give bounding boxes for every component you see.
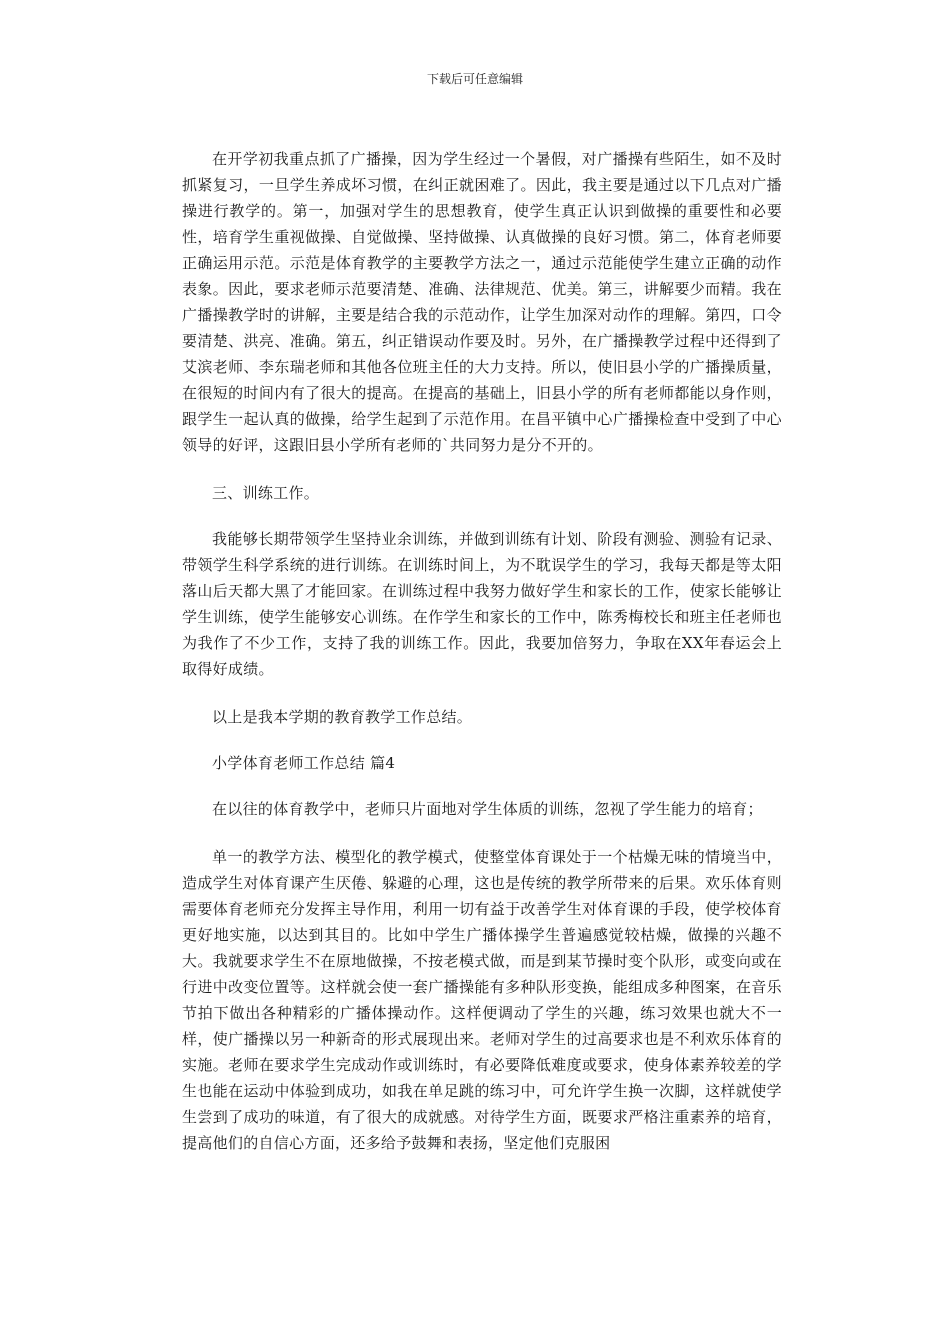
paragraph-training: 我能够长期带领学生坚持业余训练，并做到训练有计划、阶段有测验、测验有记录、带领学生科学系统的进行训练。在训练时间上，为不耽误学生的学习，我每天都是等太阳落山后天都大黑了才能回家。在训练过程中我努力做好学生和家长的工作，使家长能够让学生训练，使学生能够安心训练。在作学生和家长的工作中，陈秀梅校长和班主任老师也为我作了不少工作，支持了我的训练工作。因此，我要加倍努力，争取在XX年春运会上取得好成绩。 bbox=[182, 530, 782, 678]
paragraph-past-teaching: 在以往的体育教学中，老师只片面地对学生体质的训练，忽视了学生能力的培育； bbox=[212, 800, 763, 818]
section-title-part4: 小学体育老师工作总结 篇4 bbox=[212, 754, 396, 772]
paragraph-summary-closing: 以上是我本学期的教育教学工作总结。 bbox=[212, 708, 473, 726]
section-heading-training: 三、训练工作。 bbox=[212, 484, 320, 502]
page-header: 下载后可任意编辑 bbox=[426, 72, 523, 86]
paragraph-happy-pe: 单一的教学方法、模型化的教学模式，使整堂体育课处于一个枯燥无味的情境当中，造成学生对体育课产生厌倦、躲避的心理，这也是传统的教学所带来的后果。欢乐体育则需要体育老师充分发挥主导作用，利用一切有益于改善学生对体育课的手段，使学校体育更好地实施，以达到其目的。比如中学生广播体操学生普遍感觉较枯燥，做操的兴趣不大。我就要求学生不在原地做操，不按老模式做，而是到某节操时变个队形，或变向或在行进中改变位置等。这样就会使一套广播操能有多种队形变换，能组成多种图案，在音乐节拍下做出各种精彩的广播体操动作。这样便调动了学生的兴趣，练习效果也就大不一样，使广播操以另一种新奇的形式展现出来。老师对学生的过高要求也是不利欢乐体育的实施。老师在要求学生完成动作或训练时，有必要降低难度或要求，使身体素养较差的学生也能在运动中体验到成功，如我在单足跳的练习中，可允许学生换一次脚，这样就使学生尝到了成功的味道，有了很大的成就感。对待学生方面，既要求严格注重素养的培育，提高他们的自信心方面，还多给予鼓舞和表扬，坚定他们克服困 bbox=[182, 848, 782, 1152]
paragraph-broadcast-exercise: 在开学初我重点抓了广播操，因为学生经过一个暑假，对广播操有些陌生，如不及时抓紧复习，一旦学生养成坏习惯，在纠正就困难了。因此，我主要是通过以下几点对广播操进行教学的。第一，加强对学生的思想教育，使学生真正认识到做操的重要性和必要性，培育学生重视做操、自觉做操、坚持做操、认真做操的良好习惯。第二，体育老师要正确运用示范。示范是体育教学的主要教学方法之一，通过示范能使学生建立正确的动作表象。因此，要求老师示范要清楚、准确、法律规范、优美。第三，讲解要少而精。我在广播操教学时的讲解，主要是结合我的示范动作，让学生加深对动作的理解。第四，口令要清楚、洪亮、准确。第五，纠正错误动作要及时。另外，在广播操教学过程中还得到了艾滨老师、李东瑞老师和其他各位班主任的大力支持。所以，使旧县小学的广播操质量，在很短的时间内有了很大的提高。在提高的基础上，旧县小学的所有老师都能以身作则，跟学生一起认真的做操，给学生起到了示范作用。在昌平镇中心广播操检查中受到了中心领导的好评，这跟旧县小学所有老师的`共同努力是分不开的。 bbox=[182, 150, 782, 454]
document-body bbox=[182, 146, 782, 1178]
